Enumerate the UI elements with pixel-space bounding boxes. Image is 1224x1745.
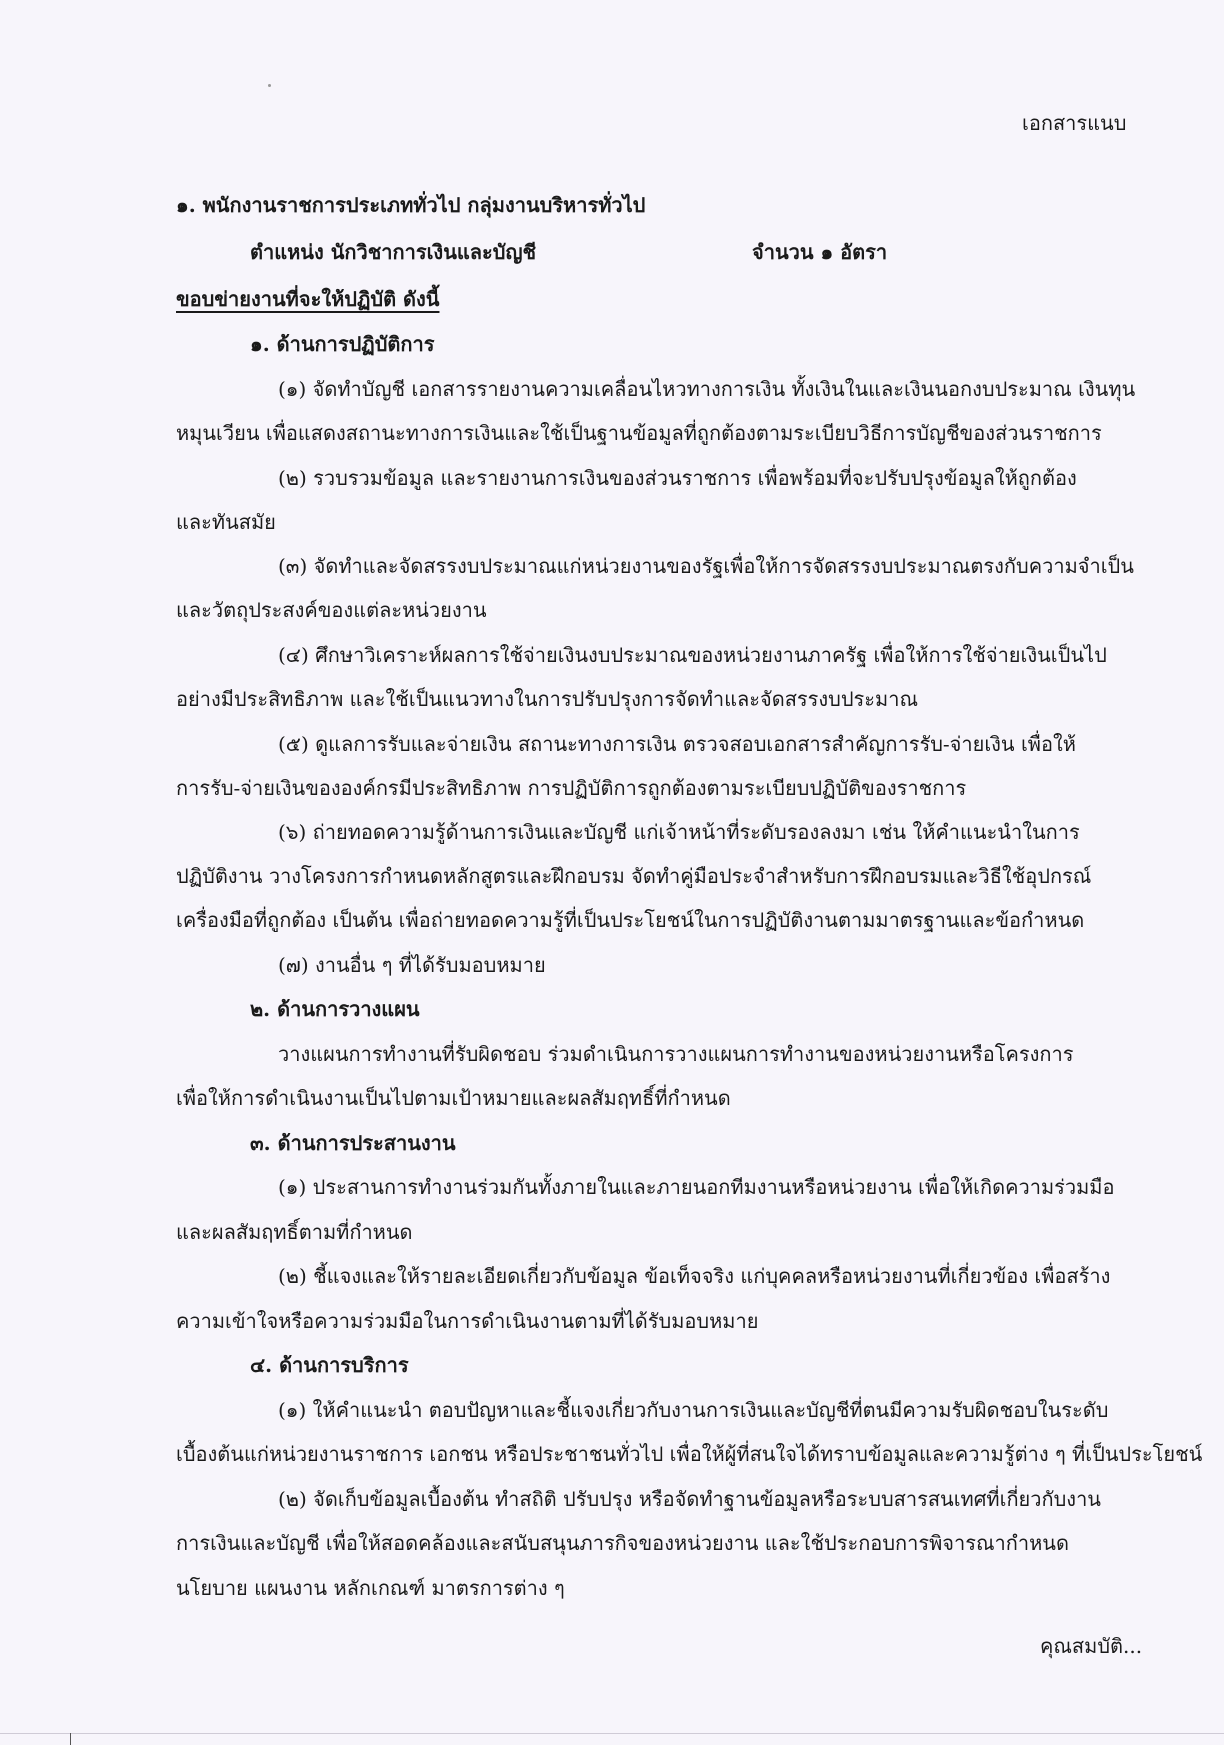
section-4-item-2-cont-1: การเงินและบัญชี เพื่อให้สอดคล้องและสนับสนุนภารกิจของหน่วยงาน และใช้ประกอบการพิจารณากำหนด: [176, 1531, 1069, 1555]
section-1-item-6: (๖) ถ่ายทอดความรู้ด้านการเงินและบัญชี แก่เจ้าหน้าที่ระดับรองลงมา เช่น ให้คำแนะนำในการ: [278, 820, 1080, 844]
scope-heading: ขอบข่ายงานที่จะให้ปฏิบัติ ดังนี้: [176, 287, 440, 311]
continuation-label: คุณสมบัติ...: [1040, 1634, 1143, 1658]
section-2-paragraph: วางแผนการทำงานที่รับผิดชอบ ร่วมดำเนินการวางแผนการทำงานของหน่วยงานหรือโครงการ: [278, 1042, 1074, 1066]
section-1-heading: ๑. ด้านการปฏิบัติการ: [250, 332, 435, 356]
scan-edge-mark: [70, 1733, 71, 1745]
section-1-item-3-cont: และวัตถุประสงค์ของแต่ละหน่วยงาน: [176, 598, 487, 622]
scan-speck: [268, 84, 271, 87]
attachment-label: เอกสารแนบ: [1022, 111, 1127, 135]
position-title: ตำแหน่ง นักวิชาการเงินและบัญชี: [250, 240, 537, 264]
section-1-item-5-cont: การรับ-จ่ายเงินขององค์กรมีประสิทธิภาพ การปฏิบัติการถูกต้องตามระเบียบปฏิบัติของราชการ: [176, 776, 967, 800]
section-1-item-1-cont: หมุนเวียน เพื่อแสดงสถานะทางการเงินและใช้เป็นฐานข้อมูลที่ถูกต้องตามระเบียบวิธีการบัญชีของส่วนราชการ: [176, 421, 1102, 445]
section-3-heading: ๓. ด้านการประสานงาน: [250, 1131, 456, 1155]
section-4-item-2: (๒) จัดเก็บข้อมูลเบื้องต้น ทำสถิติ ปรับปรุง หรือจัดทำฐานข้อมูลหรือระบบสารสนเทศที่เกี่ยวกับงาน: [278, 1487, 1101, 1511]
section-3-item-1-cont: และผลสัมฤทธิ์ตามที่กำหนด: [176, 1220, 413, 1244]
section-1-item-5: (๕) ดูแลการรับและจ่ายเงิน สถานะทางการเงิน ตรวจสอบเอกสารสำคัญการรับ-จ่ายเงิน เพื่อให้: [278, 732, 1076, 756]
section-4-item-2-cont-2: นโยบาย แผนงาน หลักเกณฑ์ มาตรการต่าง ๆ: [176, 1576, 565, 1600]
section-1-item-2-cont: และทันสมัย: [176, 510, 276, 534]
section-2-heading: ๒. ด้านการวางแผน: [250, 997, 420, 1021]
section-1-item-7: (๗) งานอื่น ๆ ที่ได้รับมอบหมาย: [278, 953, 546, 977]
section-3-item-2-cont: ความเข้าใจหรือความร่วมมือในการดำเนินงานตามที่ได้รับมอบหมาย: [176, 1309, 759, 1333]
position-quota: จำนวน ๑ อัตรา: [752, 240, 888, 264]
section-1-item-4: (๔) ศึกษาวิเคราะห์ผลการใช้จ่ายเงินงบประมาณของหน่วยงานภาครัฐ เพื่อให้การใช้จ่ายเงินเป็นไป: [278, 643, 1107, 667]
section-4-heading: ๔. ด้านการบริการ: [250, 1353, 409, 1377]
section-1-item-6-cont-2: เครื่องมือที่ถูกต้อง เป็นต้น เพื่อถ่ายทอดความรู้ที่เป็นประโยชน์ในการปฏิบัติงานตามมาตรฐานและข้อกำหนด: [176, 908, 1085, 932]
scan-bottom-edge: [0, 1733, 1224, 1734]
section-2-paragraph-cont: เพื่อให้การดำเนินงานเป็นไปตามเป้าหมายและผลสัมฤทธิ์ที่กำหนด: [176, 1086, 731, 1110]
section-4-item-1-cont: เบื้องต้นแก่หน่วยงานราชการ เอกชน หรือประชาชนทั่วไป เพื่อให้ผู้ที่สนใจได้ทราบข้อมูลและความรู้ต่าง ๆ ที่เป็นประโยชน์: [176, 1442, 1203, 1466]
section-4-item-1: (๑) ให้คำแนะนำ ตอบปัญหาและชี้แจงเกี่ยวกับงานการเงินและบัญชีที่ตนมีความรับผิดชอบในระดับ: [278, 1398, 1109, 1422]
section-3-item-2: (๒) ชี้แจงและให้รายละเอียดเกี่ยวกับข้อมูล ข้อเท็จจริง แก่บุคคลหรือหน่วยงานที่เกี่ยวข้อง เพื่อสร้าง: [278, 1264, 1111, 1288]
section-1-item-6-cont-1: ปฏิบัติงาน วางโครงการกำหนดหลักสูตรและฝึกอบรม จัดทำคู่มือประจำสำหรับการฝึกอบรมและวิธีใช้อุปกรณ์: [176, 864, 1092, 888]
section-1-item-1: (๑) จัดทำบัญชี เอกสารรายงานความเคลื่อนไหวทางการเงิน ทั้งเงินในและเงินนอกงบประมาณ เงินทุน: [278, 377, 1136, 401]
section-1-item-4-cont: อย่างมีประสิทธิภาพ และใช้เป็นแนวทางในการปรับปรุงการจัดทำและจัดสรรงบประมาณ: [176, 687, 919, 711]
section-3-item-1: (๑) ประสานการทำงานร่วมกันทั้งภายในและภายนอกทีมงานหรือหน่วยงาน เพื่อให้เกิดความร่วมมือ: [278, 1175, 1115, 1199]
position-heading: ๑. พนักงานราชการประเภททั่วไป กลุ่มงานบริหารทั่วไป: [176, 193, 646, 217]
section-1-item-2: (๒) รวบรวมข้อมูล และรายงานการเงินของส่วนราชการ เพื่อพร้อมที่จะปรับปรุงข้อมูลให้ถูกต้อง: [278, 466, 1077, 490]
section-1-item-3: (๓) จัดทำและจัดสรรงบประมาณแก่หน่วยงานของรัฐเพื่อให้การจัดสรรงบประมาณตรงกับความจำเป็น: [278, 554, 1134, 578]
